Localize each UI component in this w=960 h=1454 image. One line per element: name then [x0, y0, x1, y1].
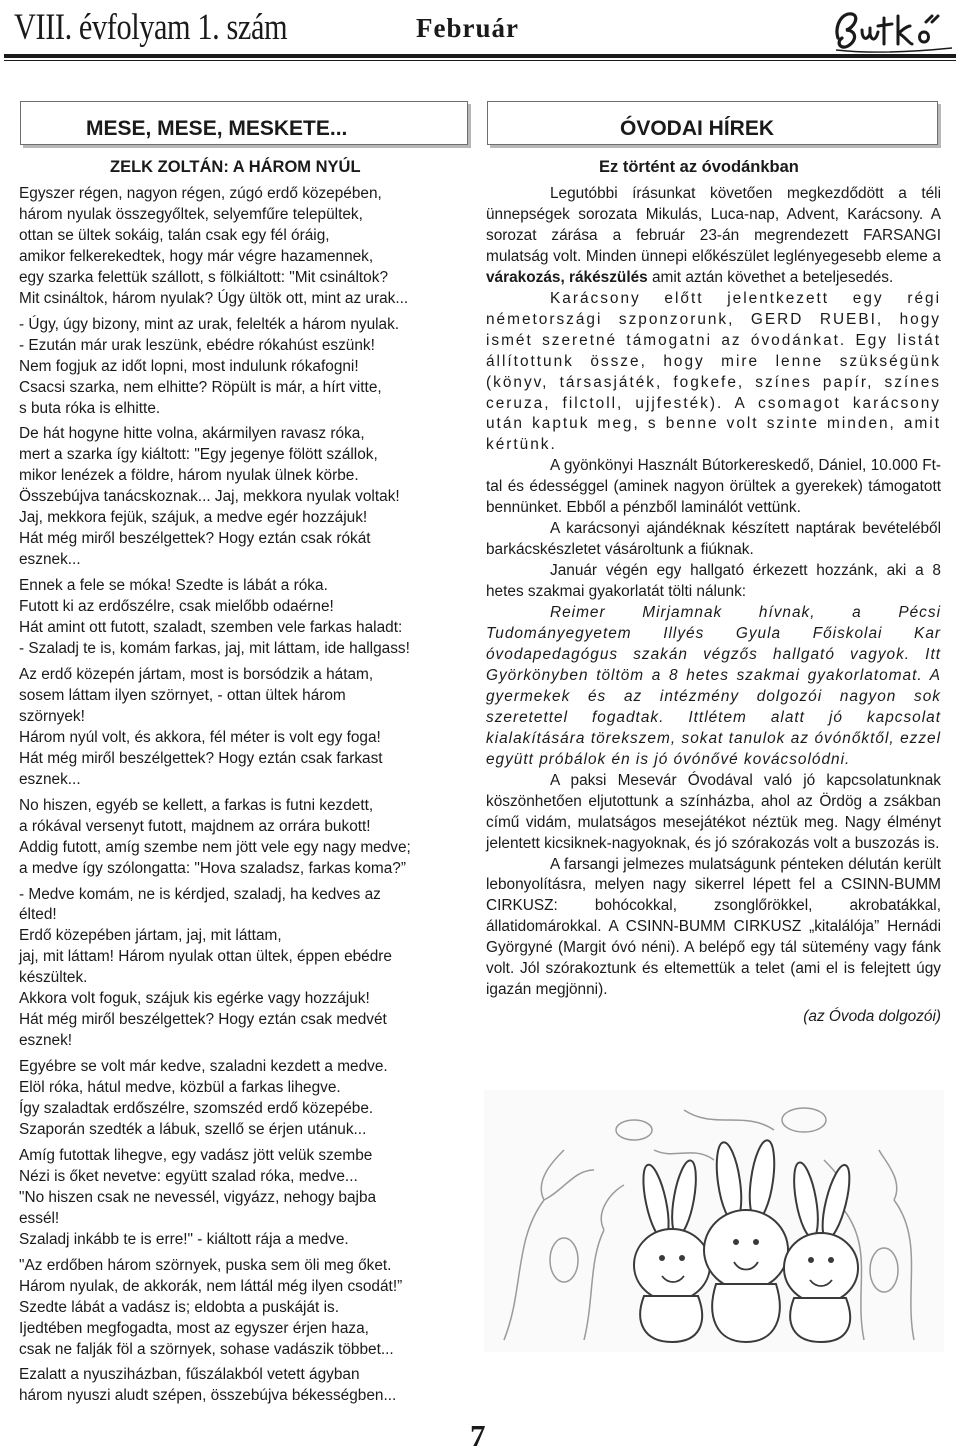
poem-text [19, 184, 474, 1407]
poem-line: élted! [19, 906, 57, 924]
poem-line: Szedte lábát a vadász is; eldobta a puskáját is. [19, 1298, 339, 1316]
poem-line: ottan se ültek sokáig, talán csak egy fél óráig, [19, 226, 330, 244]
poem-line: esznek... [19, 770, 81, 788]
poem-line: Akkora volt foguk, szájuk kis egérke vagy hozzájuk! [19, 990, 370, 1008]
poem-line: Egyébre se volt már kedve, szaladni kezdett a medve. [19, 1058, 388, 1076]
poem-line: - Úgy, úgy bizony, mint az urak, felelték a három nyulak. [19, 315, 400, 333]
poem-line: Mit csináltok, három nyulak? Úgy ültök ott, mint az urak... [19, 289, 409, 307]
poem-line: amikor felkerekedtek, hogy már végre hazamennek, [19, 247, 374, 265]
poem-line: Nem fogjuk az időt lopni, most indulunk rókafogni! [19, 357, 359, 375]
poem-line: Futott ki az erdőszélre, csak mielőbb odaérne! [19, 598, 334, 616]
poem-line: Ijedtében megfogadta, most az egyszer érjen haza, [19, 1319, 369, 1337]
poem-line: a medve így szólongatta: "Hova szaladsz, farkas koma?” [19, 859, 406, 877]
poem-line: De hát hogyne hitte volna, akármilyen ravasz róka, [19, 425, 365, 443]
news-text [486, 184, 941, 1028]
poem-line: Az erdő közepén jártam, most is borsódzik a hátam, [19, 665, 374, 683]
poem-line: csak ne falják föl a szörnyek, sohase vadászik többet... [19, 1340, 394, 1358]
news-paragraph: A paksi Mesevár Óvodával való jó kapcsolatunknak köszönhetően eljutottunk a színházba, ahol az Ördög a zsákban című vidám, mulatságos mesejátékot néztük meg. Nagy élményt jelentett kicsiknek-nagyoknak, és jó szórakozás volt a buszozás is. [486, 771, 941, 852]
poem-line: esznek! [19, 1032, 73, 1050]
poem-line: egy szarka felettük szállott, s fölkiáltott: "Mit csináltok? [19, 268, 388, 286]
poem-line: Amíg futottak lihegve, egy vadász jött velük szembe [19, 1146, 373, 1164]
poem-line: szörnyek! [19, 707, 85, 725]
poem-line: Addig futott, amíg szembe nem jött vele egy nagy medve; [19, 838, 411, 856]
poem-line: Ennek a fele se móka! Szedte is lábát a róka. [19, 577, 328, 595]
poem-line: Szaladj inkább te is erre!" - kiáltott rája a medve. [19, 1230, 349, 1248]
poem-line: - Ezután már urak leszünk, ebédre rókahúst eszünk! [19, 336, 375, 354]
news-paragraph: Karácsony előtt jelentkezett egy régi németországi szponzorunk, GERD RUEBI, hogy ismét szeretné támogatni az óvodánkat. Egy listát állítottunk össze, hogy mire lenne szükségünk (könyv, társasjáték, fogkefe, színes papír, színes ceruza, filctoll, ujjfesték). A csomagot karácsony után kaptuk meg, s benne volt szinte minden, amit kértünk. [486, 289, 941, 454]
three-rabbits-illustration [484, 1090, 944, 1352]
right-column-title: ÓVODAI HÍREK [620, 117, 775, 140]
poem-line: No hiszen, egyéb se kellett, a farkas is futni kezdett, [19, 796, 374, 814]
poem-line: Elöl róka, hátul medve, közbül a farkas lihegve. [19, 1079, 341, 1097]
poem-line: Három nyulak, de akkorák, nem láttál még ilyen csodát!” [19, 1277, 403, 1295]
poem-line: s buta róka is elhitte. [19, 399, 161, 417]
poem-line: Erdő közepében jártam, jaj, mit láttam, [19, 927, 282, 945]
poem-line: készültek. [19, 969, 88, 987]
poem-line: sosem láttam ilyen szörnyet, - ottan ültek három [19, 686, 346, 704]
newspaper-logo [832, 4, 956, 54]
poem-line: - Medve komám, ne is kérdjed, szaladj, ha kedves az [19, 885, 381, 903]
page-number: 7 [470, 1418, 486, 1453]
poem-line: - Szaladj te is, komám farkas, jaj, mit láttam, ide hallgass! [19, 640, 410, 658]
news-subtitle: Ez történt az óvodánkban [599, 158, 799, 176]
signature: (az Óvoda dolgozói) [803, 1008, 941, 1026]
month-label: Február [416, 13, 519, 43]
poem-line: Hát még miről beszélgettek? Hogy eztán csak farkast [19, 749, 383, 767]
news-paragraph: A gyönkönyi Használt Bútorkereskedő, Dániel, 10.000 Ft-tal és édességgel (aminek nagyon örültek a gyerekek) támogatott bennünket. Ebből a pénzből laminálót vettünk. [486, 457, 941, 517]
poem-line: mert a szarka így kiáltott: "Egy jegenye fölött szállok, [19, 446, 378, 464]
news-paragraph: A karácsonyi ajándéknak készített naptárak bevételéből barkácskészletet vásároltunk a fiúknak. [486, 520, 941, 559]
left-column-title: MESE, MESE, MESKETE... [86, 117, 348, 140]
news-paragraph: Január végén egy hallgató érkezett hozzánk, aki a 8 hetes szakmai gyakorlatát tölti nálunk: [486, 562, 941, 601]
poem-line: Szaporán szedték a lábuk, szellő se érjen utánuk... [19, 1120, 367, 1138]
poem-line: Hát még miről beszélgettek? Hogy eztán csak medvét [19, 1011, 387, 1029]
poem-line: Nézi is őket nevetve: együtt szalad róka, medve... [19, 1167, 358, 1185]
poem-line: a rókával versenyt futott, majdnem az orrára bukott! [19, 817, 371, 835]
poem-line: "No hiszen csak ne nevessél, vigyázz, nehogy bajba [19, 1188, 377, 1206]
poem-line: három nyulak összegyőltek, selyemfűre települtek, [19, 205, 363, 223]
poem-line: essél! [19, 1209, 60, 1227]
poem-line: Csacsi szarka, nem elhitte? Röpült is már, a hírt vitte, [19, 378, 382, 396]
poem-line: jaj, mit láttam! Három nyulak ottan ültek, éppen ebédre [19, 948, 392, 966]
poem-line: Hát még miről beszélgettek? Hogy eztán csak rókát [19, 530, 371, 548]
issue-label: VIII. évfolyam 1. szám [14, 7, 288, 48]
header-rule-thin [4, 60, 956, 61]
poem-line: Összebújva tanácskoznak... Jaj, mekkora nyulak voltak! [19, 488, 400, 506]
poem-line: Három nyúl volt, és akkora, fél méter is volt egy foga! [19, 728, 381, 746]
poem-line: Jaj, mekkora fejük, szájuk, a medve egér hozzájuk! [19, 509, 368, 527]
poem-line: esznek... [19, 551, 81, 569]
poem-line: mikor lenézek a földre, három nyulak ülnek körbe. [19, 467, 359, 485]
poem-title: ZELK ZOLTÁN: A HÁROM NYÚL [110, 158, 361, 176]
poem-line: Egyszer régen, nagyon régen, zúgó erdő közepében, [19, 185, 382, 202]
poem-line: Ezalatt a nyusziházban, fűszálakból vetett ágyban [19, 1366, 360, 1384]
poem-line: Hát amint ott futott, szaladt, szemben vele farkas haladt: [19, 619, 403, 637]
header-rule-thick [4, 54, 956, 58]
news-paragraph: Legutóbbi írásunkat követően megkezdődött a téli ünnepségek sorozata Mikulás, Luca-nap, Advent, Karácsony. A sorozat zárása a február 23-án megrendezett FARSANGI mulatság volt. Minden ünnepi előkészület leglényegesebb eleme a várakozás, rákészülés amit aztán követhet a beteljesedés. [486, 185, 941, 286]
poem-line: három nyuszi aludt szépen, összebújva békességben... [19, 1387, 397, 1405]
news-quote: Reimer Mirjamnak hívnak, a Pécsi Tudományegyetem Illyés Gyula Főiskolai Kar óvodapedagógus szakán végzős hallgató vagyok. Itt Györkönyben töltöm a 8 hetes szakmai gyakorlatomat. A gyermekek és az intézmény dolgozói nagyon sok szeretettel fogadtak. Ittlétem alatt jó kapcsolat kialakítására törekszem, sokat tanulok az óvónőktől, ezzel együtt próbálok én is jó óvónővé kovácsolódni. [486, 604, 941, 768]
poem-line: "Az erdőben három szörnyek, puska sem öli meg őket. [19, 1256, 392, 1274]
news-paragraph: A farsangi jelmezes mulatságunk pénteken délután került lebonyolításra, melyen nagy sikerrel lépett fel a CSINN-BUMM CIRKUSZ: bohócokkal, zsonglőrökkel, akrobatákkal, állatidomárokkal. A CSINN-BUMM CIRKUSZ „kitalálója” Hernádi Györgyné (Margit óvó néni). A belépő egy tál sütemény vagy fánk volt. Jól szórakoztunk és eltemettük a telet (ami el is felejtett úgy igazán megjönni). [486, 855, 941, 999]
poem-line: Így szaladtak erdőszélre, szomszéd erdő közepébe. [19, 1100, 374, 1118]
